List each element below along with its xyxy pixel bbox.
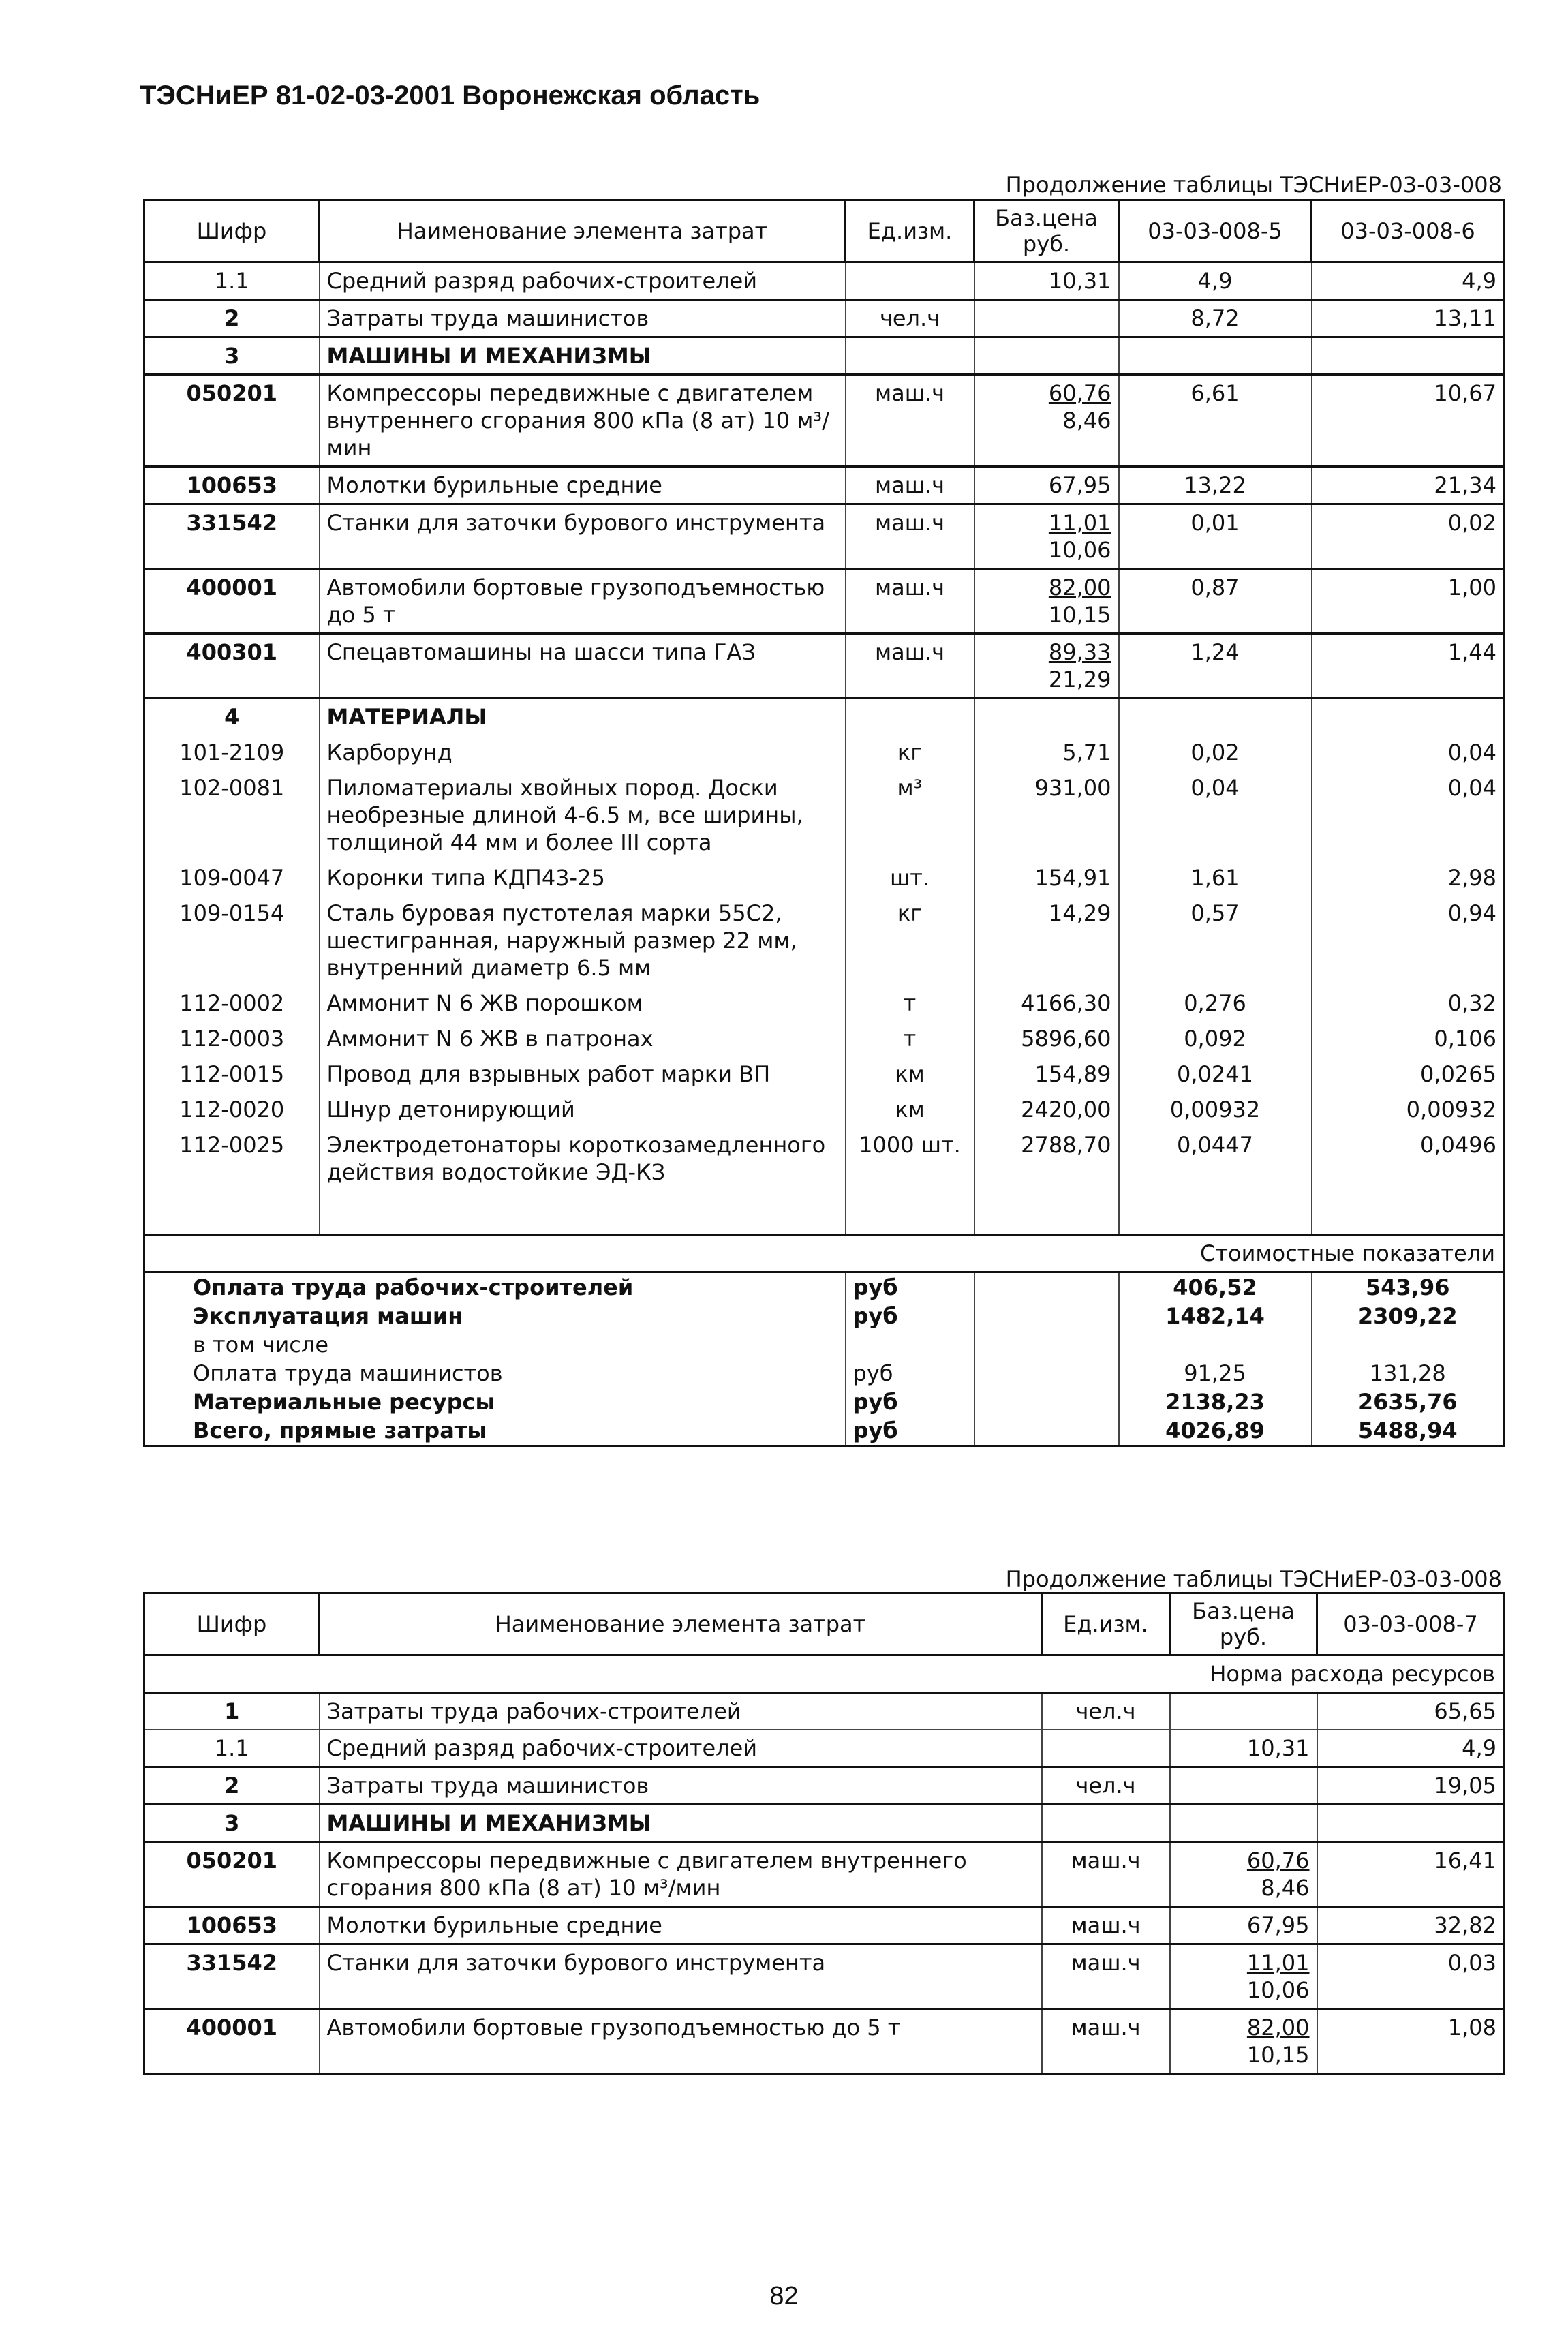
empty-cell: [974, 1190, 1119, 1235]
empty-cell: [1312, 1190, 1505, 1235]
section-row: [144, 337, 1505, 375]
value-cell-2: 0,02: [1312, 504, 1505, 569]
col-header-price: Баз.цена руб.: [974, 200, 1119, 262]
code-cell: 100653: [144, 1907, 320, 1944]
name-cell: Сталь буровая пустотелая марки 55С2, шестигранная, наружный размер 22 мм, внутренний диаметр 6.5 мм: [320, 896, 846, 985]
value-cell-1: 13,22: [1119, 467, 1312, 504]
base-price-secondary: 8,46: [1261, 1875, 1310, 1901]
section-row: [144, 300, 1505, 337]
unit-cell: [846, 699, 974, 735]
unit-cell: м³: [846, 770, 974, 860]
code-cell: 112-0002: [179, 990, 285, 1016]
cost-label: Оплата труда машинистов: [193, 1360, 503, 1386]
base-price: 60,76: [1246, 1848, 1310, 1874]
col-header-unit: Ед.изм.: [846, 200, 974, 262]
name-cell: Компрессоры передвижные с двигателем внутреннего сгорания 800 кПа (8 ат) 10 м³/мин: [320, 375, 846, 467]
name-cell: Провод для взрывных работ марки ВП: [320, 1056, 846, 1092]
name-cell: Спецавтомашины на шасси типа ГАЗ: [320, 634, 846, 699]
cost-row: [144, 1302, 1505, 1330]
empty-cell: [974, 1359, 1119, 1388]
value-cell-1: [1119, 337, 1312, 375]
cost-row: [144, 1416, 1505, 1446]
unit-cell: чел.ч: [846, 300, 974, 337]
value-cell-1: 0,00932: [1119, 1092, 1312, 1127]
value-cell-1: 0,04: [1119, 770, 1312, 860]
cost-value-1: 2138,23: [1119, 1388, 1312, 1416]
name-cell: Пиломатериалы хвойных пород. Доски необрезные длиной 4-6.5 м, все ширины, толщиной 44 мм и более III сорта: [320, 770, 846, 860]
unit-cell: [1042, 1805, 1170, 1842]
price-cell: [974, 699, 1119, 735]
section-row: [144, 1805, 1505, 1842]
table-row: [144, 1127, 1505, 1190]
value-cell-2: [1312, 337, 1505, 375]
base-price-secondary: 21,29: [1048, 667, 1111, 692]
value-cell-2: 0,106: [1312, 1021, 1505, 1056]
unit-cell: 1000 шт.: [846, 1127, 974, 1190]
empty-cell: [974, 1416, 1119, 1446]
value-cell-1: 1,61: [1119, 860, 1312, 896]
name-cell: Электродетонаторы короткозамедленного действия водостойкие ЭД-КЗ: [320, 1127, 846, 1190]
section-row: [144, 1767, 1505, 1805]
section-row: [144, 1693, 1505, 1730]
table-row: [144, 985, 1505, 1021]
value-cell-1: 0,02: [1119, 735, 1312, 770]
base-price: 11,01: [1246, 1950, 1310, 1976]
empty-cell: [1119, 1190, 1312, 1235]
table1-continuation: Продолжение таблицы ТЭСНиЕР-03-03-008: [1005, 172, 1502, 198]
unit-cell: кг: [846, 735, 974, 770]
norm-header: Норма расхода ресурсов: [144, 1655, 1505, 1693]
table-row: [144, 1730, 1505, 1767]
value-cell-1: 65,65: [1317, 1693, 1505, 1730]
value-cell-1: 0,0447: [1119, 1127, 1312, 1190]
base-price: 60,76: [1048, 380, 1111, 406]
table-row: [144, 1092, 1505, 1127]
section-row: [144, 569, 1505, 634]
base-price-secondary: 10,15: [1048, 602, 1111, 628]
base-price: 5896,60: [1021, 1026, 1111, 1052]
cost-label: Всего, прямые затраты: [193, 1418, 487, 1443]
code-cell: 4: [144, 699, 320, 735]
cost-value-1: [1119, 1330, 1312, 1359]
price-cell: [1170, 1805, 1317, 1842]
value-cell-2: 21,34: [1312, 467, 1505, 504]
base-price: 154,89: [1034, 1061, 1111, 1087]
value-cell-2: 10,67: [1312, 375, 1505, 467]
unit-cell: маш.ч: [846, 569, 974, 634]
code-cell: 112-0020: [179, 1097, 285, 1122]
value-cell-1: 1,24: [1119, 634, 1312, 699]
base-price-secondary: 10,15: [1246, 2042, 1310, 2068]
code-cell: 331542: [144, 504, 320, 569]
empty-cell: [974, 1302, 1119, 1330]
cost-value-2: [1312, 1330, 1505, 1359]
name-cell: МАШИНЫ И МЕХАНИЗМЫ: [320, 1805, 1042, 1842]
section-row: [144, 2009, 1505, 2074]
value-cell-2: [1312, 699, 1505, 735]
price-cell: [974, 337, 1119, 375]
cost-unit: руб: [846, 1388, 974, 1416]
section-row: [144, 1842, 1505, 1907]
cost-row: [144, 1330, 1505, 1359]
col-header-price: Баз.цена руб.: [1170, 1593, 1317, 1655]
unit-cell: т: [846, 985, 974, 1021]
cost-row: [144, 1359, 1505, 1388]
cost-header: Стоимостные показатели: [144, 1235, 1505, 1272]
base-price: 10,31: [1246, 1735, 1310, 1761]
cost-value-2: 2635,76: [1312, 1388, 1505, 1416]
price-cell: [1170, 1944, 1317, 2009]
code-cell: 101-2109: [179, 739, 285, 765]
norm-header-row: [144, 1655, 1505, 1693]
col-header-code: Шифр: [144, 200, 320, 262]
code-cell: 2: [144, 1767, 320, 1805]
table2-continuation: Продолжение таблицы ТЭСНиЕР-03-03-008: [1005, 1566, 1502, 1592]
unit-cell: маш.ч: [846, 375, 974, 467]
cost-label: Материальные ресурсы: [193, 1389, 495, 1415]
price-cell: [974, 569, 1119, 634]
code-cell: 3: [144, 1805, 320, 1842]
value-cell-2: 0,04: [1312, 735, 1505, 770]
empty-cell: [974, 1272, 1119, 1302]
price-cell: [1170, 1767, 1317, 1805]
price-cell: [974, 860, 1119, 896]
col-header-name: Наименование элемента затрат: [320, 1593, 1042, 1655]
section-row: [144, 1944, 1505, 2009]
cost-value-1: 1482,14: [1119, 1302, 1312, 1330]
value-cell-1: 0,57: [1119, 896, 1312, 985]
value-cell-2: 1,00: [1312, 569, 1505, 634]
section-row: [144, 699, 1505, 735]
value-cell-1: 0,03: [1317, 1944, 1505, 2009]
price-cell: [974, 300, 1119, 337]
code-cell: 1.1: [144, 1730, 320, 1767]
cost-row: [144, 1388, 1505, 1416]
value-cell-1: 6,61: [1119, 375, 1312, 467]
base-price: 89,33: [1048, 639, 1111, 665]
price-cell: [974, 504, 1119, 569]
code-cell: 100653: [144, 467, 320, 504]
col-header-col1: 03-03-008-7: [1317, 1593, 1505, 1655]
cost-value-2: 2309,22: [1312, 1302, 1505, 1330]
price-cell: [974, 375, 1119, 467]
cost-label: Эксплуатация машин: [193, 1303, 463, 1329]
col-header-code: Шифр: [144, 1593, 320, 1655]
unit-cell: маш.ч: [1042, 1842, 1170, 1907]
value-cell-2: 0,04: [1312, 770, 1505, 860]
value-cell-2: 1,44: [1312, 634, 1505, 699]
code-cell: 050201: [144, 1842, 320, 1907]
base-price: 82,00: [1246, 2015, 1310, 2040]
code-cell: 1.1: [214, 268, 249, 294]
unit-cell: маш.ч: [1042, 1944, 1170, 2009]
col-header-col2: 03-03-008-6: [1312, 200, 1505, 262]
name-cell: Затраты труда машинистов: [320, 300, 846, 337]
unit-cell: маш.ч: [846, 504, 974, 569]
cost-header-row: [144, 1235, 1505, 1272]
table-row: [144, 770, 1505, 860]
value-cell-1: 4,9: [1317, 1730, 1505, 1767]
value-cell-1: 0,87: [1119, 569, 1312, 634]
price-cell: [1170, 1842, 1317, 1907]
cost-unit: руб: [846, 1416, 974, 1446]
code-cell: 112-0003: [179, 1026, 285, 1052]
unit-cell: маш.ч: [846, 634, 974, 699]
price-cell: [1170, 2009, 1317, 2074]
code-cell: 400001: [144, 2009, 320, 2074]
cost-value-1: 4026,89: [1119, 1416, 1312, 1446]
cost-value-1: 91,25: [1119, 1359, 1312, 1388]
code-cell: 2: [144, 300, 320, 337]
section-row: [144, 375, 1505, 467]
col-header-name: Наименование элемента затрат: [320, 200, 846, 262]
cost-value-2: 131,28: [1312, 1359, 1505, 1388]
name-cell: Станки для заточки бурового инструмента: [320, 1944, 1042, 2009]
cost-row: [144, 1272, 1505, 1302]
code-cell: 109-0154: [179, 900, 285, 926]
name-cell: Автомобили бортовые грузоподъемностью до 5 т: [320, 2009, 1042, 2074]
value-cell-1: 8,72: [1119, 300, 1312, 337]
cost-value-2: 543,96: [1312, 1272, 1505, 1302]
resource-table-1: [143, 199, 1505, 1447]
base-price: 82,00: [1048, 575, 1111, 600]
unit-cell: км: [846, 1092, 974, 1127]
base-price: 931,00: [1034, 775, 1111, 801]
resource-table-2: [143, 1592, 1505, 2075]
value-cell-1: 19,05: [1317, 1767, 1505, 1805]
name-cell: Средний разряд рабочих-строителей: [320, 262, 846, 300]
base-price: 11,01: [1048, 510, 1111, 536]
table-row: [144, 262, 1505, 300]
name-cell: Затраты труда рабочих-строителей: [320, 1693, 1042, 1730]
table-row: [144, 860, 1505, 896]
unit-cell: [1042, 1730, 1170, 1767]
section-row: [144, 634, 1505, 699]
value-cell-1: 4,9: [1119, 262, 1312, 300]
price-cell: [974, 770, 1119, 860]
name-cell: МАШИНЫ И МЕХАНИЗМЫ: [320, 337, 846, 375]
table-row: [144, 1056, 1505, 1092]
section-row: [144, 504, 1505, 569]
price-cell: [974, 1127, 1119, 1190]
value-cell-2: 2,98: [1312, 860, 1505, 896]
table2-header-row: [144, 1593, 1505, 1655]
value-cell-1: 1,08: [1317, 2009, 1505, 2074]
value-cell-1: 0,0241: [1119, 1056, 1312, 1092]
base-price: 5,71: [1062, 739, 1111, 765]
code-cell: 109-0047: [179, 865, 285, 891]
spacer-row: [144, 1190, 1505, 1235]
page-number: 82: [769, 2282, 799, 2310]
name-cell: Аммонит N 6 ЖВ порошком: [320, 985, 846, 1021]
price-cell: [974, 1092, 1119, 1127]
table1-header-row: [144, 200, 1505, 262]
base-price: 10,31: [1048, 268, 1111, 294]
code-cell: 112-0015: [179, 1061, 285, 1087]
unit-cell: чел.ч: [1042, 1693, 1170, 1730]
code-cell: 050201: [144, 375, 320, 467]
code-cell: 112-0025: [179, 1132, 285, 1158]
base-price-secondary: 10,06: [1048, 537, 1111, 563]
price-cell: [1170, 1907, 1317, 1944]
code-cell: 3: [144, 337, 320, 375]
base-price: 14,29: [1048, 900, 1111, 926]
unit-cell: [846, 337, 974, 375]
price-cell: [974, 735, 1119, 770]
cost-unit: руб: [846, 1302, 974, 1330]
name-cell: Средний разряд рабочих-строителей: [320, 1730, 1042, 1767]
value-cell-2: 0,32: [1312, 985, 1505, 1021]
name-cell: Коронки типа КДП43-25: [320, 860, 846, 896]
empty-cell: [320, 1190, 846, 1235]
unit-cell: маш.ч: [1042, 2009, 1170, 2074]
value-cell-2: 0,00932: [1312, 1092, 1505, 1127]
base-price: 67,95: [1048, 472, 1111, 498]
value-cell-2: 4,9: [1312, 262, 1505, 300]
value-cell-1: 32,82: [1317, 1907, 1505, 1944]
price-cell: [974, 1056, 1119, 1092]
empty-cell: [144, 1190, 320, 1235]
unit-cell: кг: [846, 896, 974, 985]
value-cell-1: [1119, 699, 1312, 735]
name-cell: Затраты труда машинистов: [320, 1767, 1042, 1805]
cost-value-1: 406,52: [1119, 1272, 1312, 1302]
value-cell-2: 13,11: [1312, 300, 1505, 337]
value-cell-2: 0,0265: [1312, 1056, 1505, 1092]
value-cell-1: [1317, 1805, 1505, 1842]
unit-cell: маш.ч: [1042, 1907, 1170, 1944]
base-price-secondary: 8,46: [1062, 408, 1111, 433]
price-cell: [974, 262, 1119, 300]
base-price: 154,91: [1034, 865, 1111, 891]
value-cell-2: 0,0496: [1312, 1127, 1505, 1190]
name-cell: Шнур детонирующий: [320, 1092, 846, 1127]
price-cell: [974, 985, 1119, 1021]
name-cell: Карборунд: [320, 735, 846, 770]
code-cell: 400301: [144, 634, 320, 699]
code-cell: 331542: [144, 1944, 320, 2009]
name-cell: Молотки бурильные средние: [320, 467, 846, 504]
value-cell-1: 0,276: [1119, 985, 1312, 1021]
unit-cell: км: [846, 1056, 974, 1092]
base-price: 2788,70: [1021, 1132, 1111, 1158]
document-title: ТЭСНиЕР 81-02-03-2001 Воронежская область: [140, 80, 760, 110]
name-cell: Аммонит N 6 ЖВ в патронах: [320, 1021, 846, 1056]
unit-cell: маш.ч: [846, 467, 974, 504]
code-cell: 400001: [144, 569, 320, 634]
price-cell: [974, 634, 1119, 699]
section-row: [144, 1907, 1505, 1944]
base-price: 67,95: [1246, 1912, 1310, 1938]
base-price: 4166,30: [1021, 990, 1111, 1016]
col-header-col1: 03-03-008-5: [1119, 200, 1312, 262]
cost-label: Оплата труда рабочих-строителей: [144, 1272, 846, 1302]
unit-cell: шт.: [846, 860, 974, 896]
name-cell: Компрессоры передвижные с двигателем внутреннего сгорания 800 кПа (8 ат) 10 м³/мин: [320, 1842, 1042, 1907]
cost-unit: руб: [846, 1359, 974, 1388]
value-cell-2: 0,94: [1312, 896, 1505, 985]
table-row: [144, 896, 1505, 985]
name-cell: Молотки бурильные средние: [320, 1907, 1042, 1944]
section-row: [144, 467, 1505, 504]
table-row: [144, 735, 1505, 770]
price-cell: [1170, 1730, 1317, 1767]
value-cell-1: 0,092: [1119, 1021, 1312, 1056]
name-cell: Автомобили бортовые грузоподъемностью до 5 т: [320, 569, 846, 634]
cost-label: в том числе: [193, 1332, 328, 1358]
table-row: [144, 1021, 1505, 1056]
unit-cell: чел.ч: [1042, 1767, 1170, 1805]
price-cell: [974, 467, 1119, 504]
empty-cell: [846, 1190, 974, 1235]
code-cell: 1: [144, 1693, 320, 1730]
value-cell-1: 16,41: [1317, 1842, 1505, 1907]
value-cell-1: 0,01: [1119, 504, 1312, 569]
code-cell: 102-0081: [179, 775, 285, 801]
col-header-unit: Ед.изм.: [1042, 1593, 1170, 1655]
base-price: 2420,00: [1021, 1097, 1111, 1122]
cost-value-2: 5488,94: [1312, 1416, 1505, 1446]
price-cell: [974, 896, 1119, 985]
name-cell: МАТЕРИАЛЫ: [320, 699, 846, 735]
unit-cell: [846, 262, 974, 300]
name-cell: Станки для заточки бурового инструмента: [320, 504, 846, 569]
cost-unit: руб: [846, 1272, 974, 1302]
price-cell: [1170, 1693, 1317, 1730]
empty-cell: [974, 1388, 1119, 1416]
empty-cell: [974, 1330, 1119, 1359]
base-price-secondary: 10,06: [1246, 1977, 1310, 2003]
price-cell: [974, 1021, 1119, 1056]
unit-cell: т: [846, 1021, 974, 1056]
cost-unit: [846, 1330, 974, 1359]
